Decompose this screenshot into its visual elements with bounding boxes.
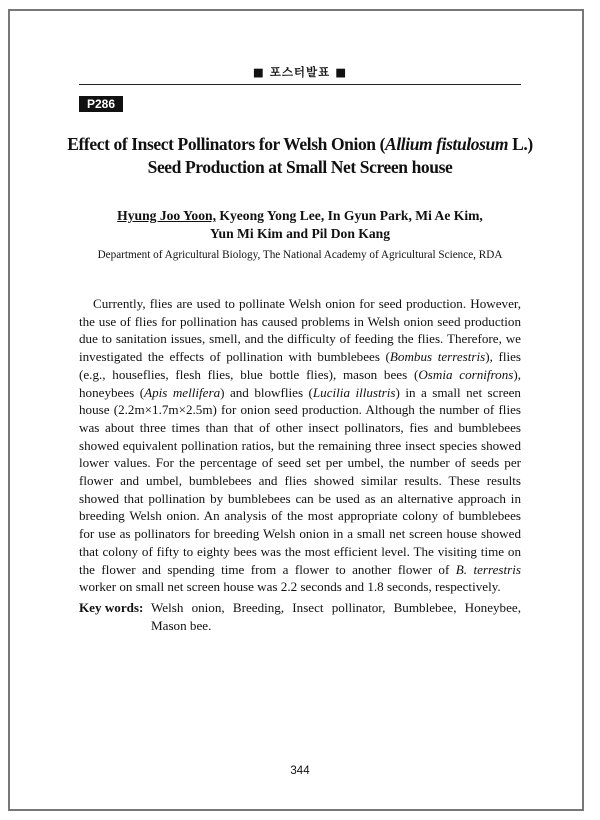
keywords-list — [151, 599, 521, 634]
abstract-line: the use of flies for pollination has caused problems in Welsh onion seed production — [79, 313, 521, 329]
authors-line2: Yun Mi Kim and Pil Don Kang — [209, 226, 391, 241]
abstract-line: for use as pollinators for breeding Welsh onion in a small net screen house showed — [79, 526, 521, 542]
abstract-line: house (2.2m×1.7m×2.5m) for onion seed production. Although the number of flies — [79, 402, 521, 418]
abstract-line: Currently, flies are used to pollinate Welsh onion for seed production. However, — [93, 296, 521, 311]
keywords-line: Mason bee. — [151, 617, 212, 633]
title-species: Allium fistulosum — [385, 134, 509, 154]
abstract-line: investigated the effects of pollination with bumblebees (Bombus terrestris), flies — [79, 349, 522, 365]
keywords-label: Key words: — [79, 600, 144, 615]
species-name: Osmia cornifrons — [418, 366, 514, 382]
abstract-line: worker on small net screen house was 2.2 seconds and 1.8 seconds, respectively. — [79, 579, 501, 595]
abstract-line: showed that pollination by bumblebees can be used as an alternative approach in — [79, 490, 521, 506]
abstract-line: showed equivalent pollination ratios, but the remaining three insect species showed — [79, 437, 521, 453]
page-number: 344 — [290, 765, 310, 777]
abstract-line: was about three times than that of other insect pollinators, fies and bumblebees — [79, 419, 521, 435]
abstract-line: honeybees (Apis mellifera) and blowflies (Lucilia illustris) in a small net screen — [79, 384, 521, 400]
paper-title — [60, 133, 540, 179]
affiliation: Department of Agricultural Biology, The National Academy of Agricultural Science, RDA — [97, 249, 503, 261]
title-line1-pre: Effect of Insect Pollinators for Welsh Onion ( — [67, 134, 386, 154]
abstract-line: (e.g., houseflies, flesh flies, blue bottle flies), mason bees (Osmia cornifrons), — [79, 366, 521, 382]
species-name: B. terrestris — [455, 561, 521, 577]
title-line1-post: L.) — [508, 134, 533, 154]
abstract-body — [79, 295, 521, 596]
species-name: Bombus terrestris — [389, 349, 486, 365]
abstract-line: breeding Welsh onion. An analysis of the most appropriate colony of bumblebees — [79, 508, 521, 524]
title-line2: Seed Production at Small Net Screen house — [147, 157, 453, 177]
species-name: Apis mellifera — [144, 384, 221, 400]
abstract-line: that colony of fifty to eighty bees was the most efficient level. The visiting time on — [79, 543, 521, 559]
poster-code-badge: P286 — [79, 96, 123, 112]
abstract-line: flower and umbel, bumblebees and flies showed similar results. These results — [79, 473, 521, 489]
presenting-author: Hyung Joo Yoon, — [117, 208, 216, 223]
section-header: ■ 포스터발표 ■ — [252, 65, 348, 79]
keywords-line: Welsh onion, Breeding, Insect pollinator, Bumblebee, Honeybee, — [151, 600, 521, 615]
author-list — [60, 207, 540, 243]
species-name: Lucilia illustris — [312, 384, 396, 400]
abstract-line: due to sanitation issues, smell, and the difficulty of feeding the flies. Therefore, we — [79, 331, 521, 347]
abstract-line: lower values. For the percentage of seed set per umbel, the number of seeds per — [79, 455, 521, 471]
authors-line1-rest: Kyeong Yong Lee, In Gyun Park, Mi Ae Kim, — [215, 208, 483, 223]
header-rule — [79, 84, 521, 85]
abstract-line: the flower and spending time from a flower to another flower of B. terrestris — [79, 561, 521, 577]
